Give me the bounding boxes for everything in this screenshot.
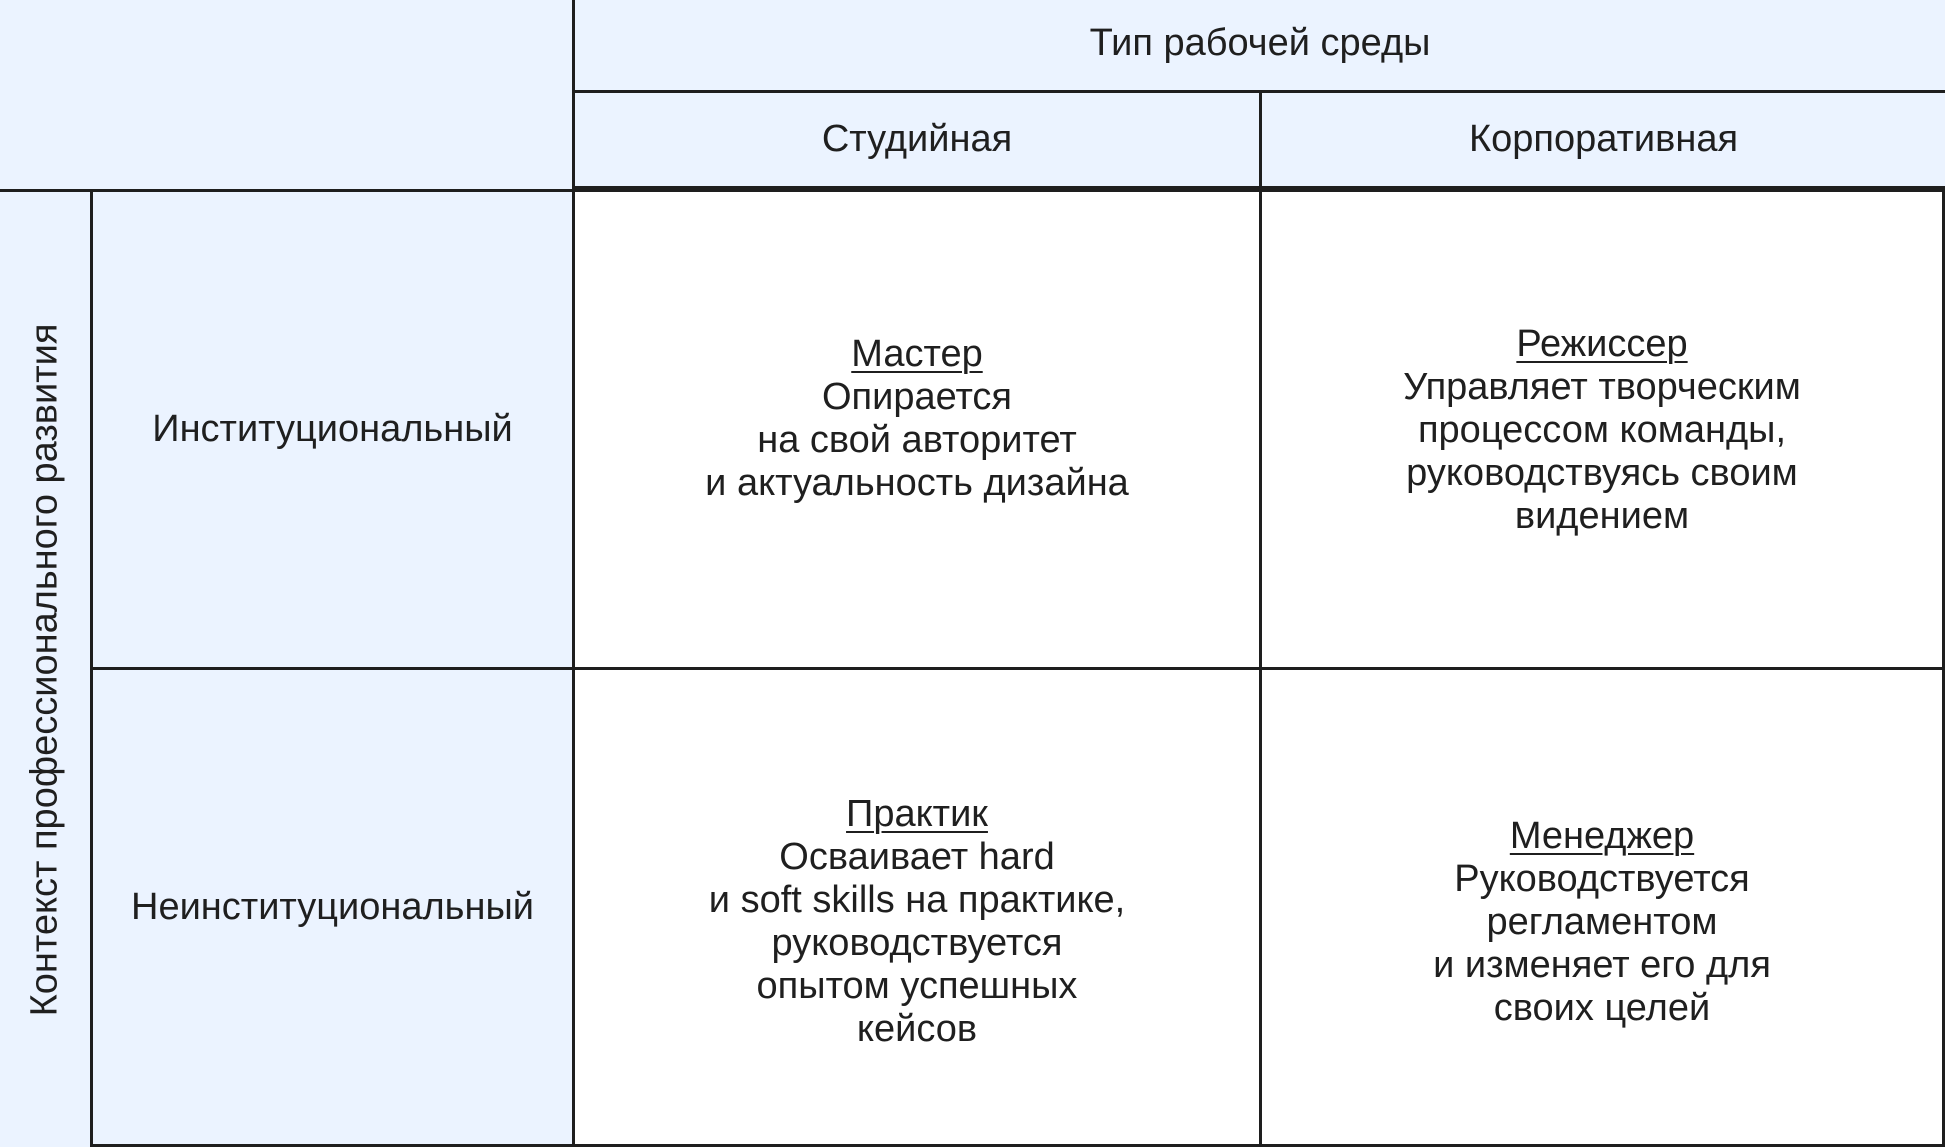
column-header-corporate: Корпоративная (1259, 93, 1945, 189)
column-header-studio: Студийная (572, 93, 1259, 189)
axis-label: Контекст профессионального развития (23, 323, 66, 1016)
cell-manager (1259, 667, 1945, 1147)
cell-practitioner-content (709, 793, 1125, 1051)
role-title-practitioner: Практик (846, 793, 988, 835)
desc-line: и актуальность дизайна (705, 461, 1129, 504)
desc-line: регламентом (1486, 900, 1718, 943)
desc-line: и soft skills на практике, (708, 879, 1126, 921)
desc-line: кейсов (856, 1008, 978, 1050)
desc-line: руководствуясь своим (1406, 452, 1798, 494)
row-header-institutional: Институциональный (93, 189, 572, 667)
desc-line: на свой авторитет (757, 418, 1077, 461)
desc-line: Руководствуется (1454, 857, 1750, 900)
matrix-header-title: Тип рабочей среды (572, 0, 1945, 93)
desc-line: Осваивает hard (779, 836, 1055, 878)
desc-line: и изменяет его для (1433, 943, 1771, 986)
cell-master (572, 189, 1259, 667)
row-header-noninstitutional: Неинституциональный (93, 667, 572, 1147)
cell-manager-content (1433, 815, 1771, 1030)
desc-line: своих целей (1493, 986, 1711, 1029)
role-title-director: Режиссер (1516, 323, 1688, 365)
desc-line: руководствуется (771, 922, 1063, 964)
desc-line: опытом успешных (756, 965, 1078, 1007)
cell-director (1259, 189, 1945, 667)
role-title-manager: Менеджер (1509, 814, 1695, 857)
vertical-axis (0, 189, 93, 1147)
cell-practitioner (572, 667, 1259, 1147)
role-title-master: Мастер (851, 332, 983, 375)
cell-director-content (1403, 323, 1801, 538)
desc-line: видением (1514, 495, 1690, 537)
desc-line: Опирается (821, 375, 1013, 418)
desc-line: процессом команды, (1417, 409, 1787, 451)
desc-line: Управляет творческим (1403, 366, 1801, 408)
matrix-corner (0, 0, 572, 189)
cell-master-content (705, 333, 1129, 505)
